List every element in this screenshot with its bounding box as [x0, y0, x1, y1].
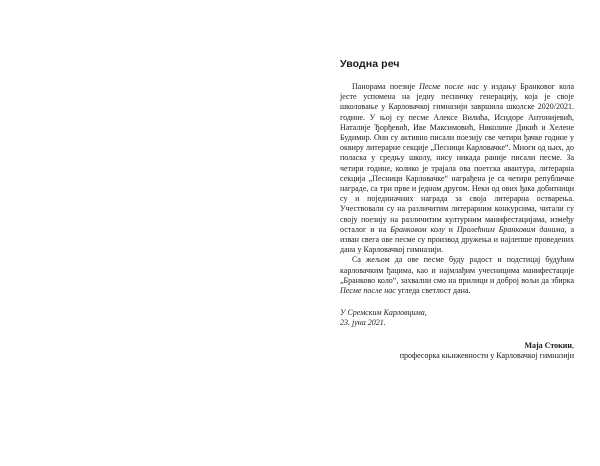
- italic-title-run: Пролећним Бранковим данима: [456, 224, 565, 234]
- text-run: угледа светлост дана.: [395, 286, 471, 296]
- signature-role: професорка књижевности у Карловачкој гимназији: [399, 350, 574, 360]
- paragraph-1: [340, 82, 574, 255]
- text-run: , а изван свега ове песме су производ дружења и најлепше проведених дана у Карловачкој гимназији.: [340, 224, 575, 255]
- signature-block: [340, 341, 574, 361]
- text-run: у издању Бранковог кола јесте успомена на једну песничку генерацију, која је своје школовање у Карловачкој гимназији завршила школске 2020/2021. године. У њој су песме Алексе Вилића, Исидоре Антонијевић, Наталије Ђорђевић, Иве Максимовић, Николине Дикић и Хелене Будимир. Они су активно писали поезију све четири ђачке године у оквиру литерарне секције „Песници Карловачке“. Многи од њих, до поласка у средњу школу, нису никада раније писали песме. За четири године, колико је трајала ова поетска авантура, литерарна секција „Песници Карловачке“ награђена је са четири републичке награде, са три прве и једном другом. Неки од ових ђака добитници су и појединачних награда за своја литерарна остварења. Учествовали су на различитим литерарним конкурсима, читали су своју поезију на различитим културним манифестацијама, између осталог и на: [340, 82, 574, 234]
- text-run: Са жељом да ове песме буду радост и подстицај будућим карловачким ђацима, као и најмлађим учесницима манифестације „Бранково коло“, захвални смо на прилици и доброј вољи да збирка: [340, 255, 574, 285]
- text-run: и: [444, 224, 457, 234]
- paragraph-2: [340, 255, 574, 296]
- document-page: [340, 58, 574, 361]
- date-line: 23. јуна 2021.: [340, 318, 386, 328]
- page-title: Уводна реч: [340, 58, 400, 70]
- italic-title-run: Песме после нас: [340, 286, 396, 296]
- place-line: У Сремским Карловцима,: [340, 308, 427, 318]
- text-run: Панорама поезије: [352, 82, 420, 91]
- signature-name: Маја Стокин: [524, 340, 572, 350]
- italic-title-run: Песме после нас: [419, 82, 480, 91]
- signature-comma: ,: [572, 340, 574, 350]
- italic-title-run: Бранковом колу: [390, 224, 445, 234]
- place-date-block: [340, 308, 574, 328]
